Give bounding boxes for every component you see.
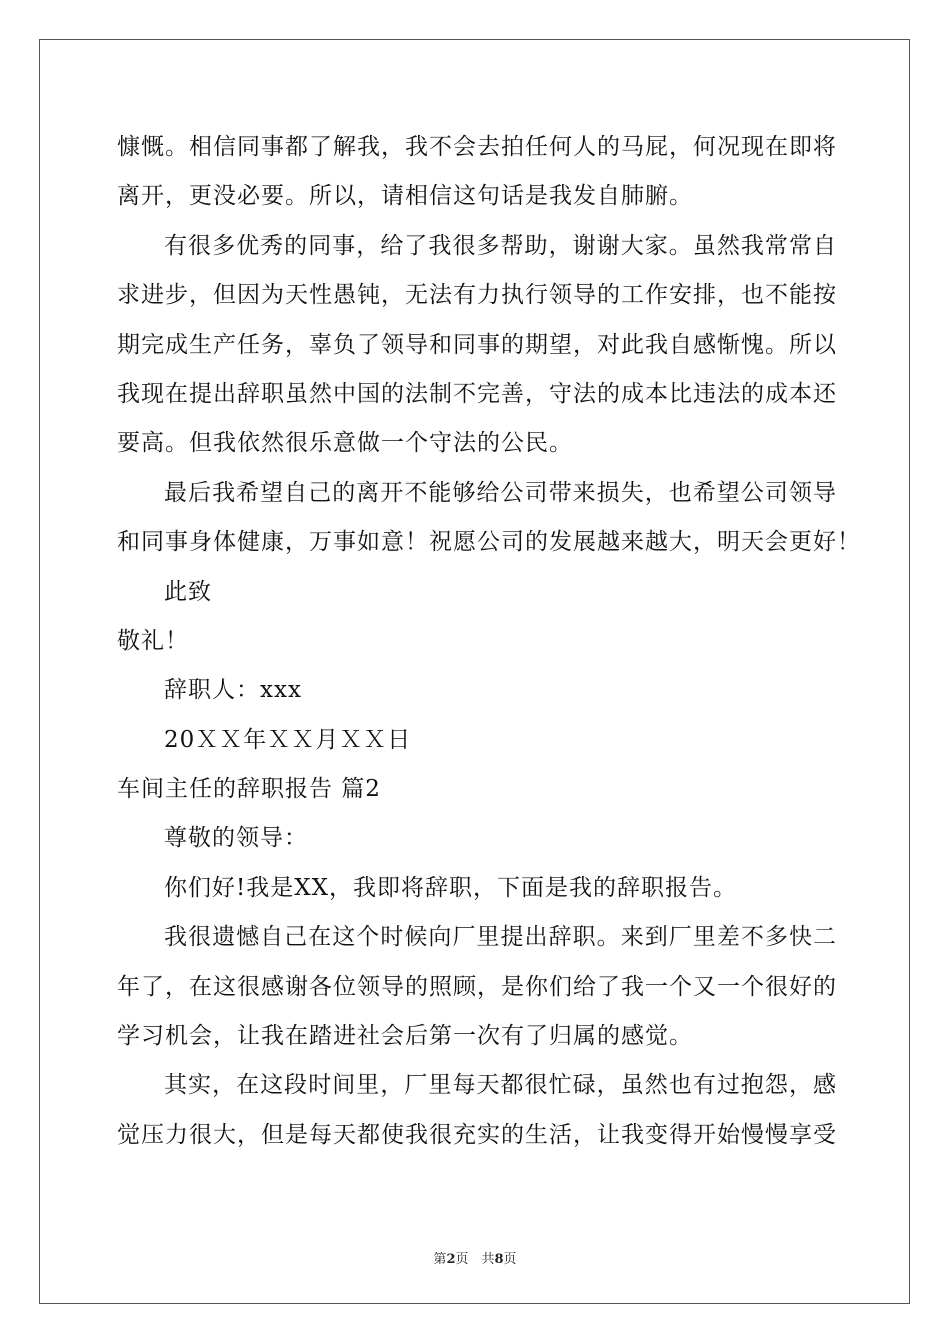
- closing-regards: 敬礼！: [117, 627, 189, 654]
- paragraph-line: 觉压力很大，但是每天都使我很充实的生活，让我变得开始慢慢享受: [117, 1121, 837, 1148]
- signature-line: 辞职人：xxx: [164, 677, 302, 704]
- paragraph-line: 离开，更没必要。所以，请相信这句话是我发自肺腑。: [117, 183, 693, 210]
- paragraph-line: 其实，在这段时间里，厂里每天都很忙碌，虽然也有过抱怨，感: [164, 1072, 837, 1099]
- page-footer: [0, 1248, 950, 1267]
- footer-total-pages: 8: [494, 1252, 504, 1267]
- footer-page-mid: 页 共: [455, 1252, 495, 1267]
- paragraph-line: 你们好!我是XX，我即将辞职，下面是我的辞职报告。: [164, 874, 737, 901]
- date-line: 20ＸＸ年ＸＸ月ＸＸ日: [164, 726, 412, 753]
- paragraph-line: 慷慨。相信同事都了解我，我不会去拍任何人的马屁，何况现在即将: [117, 134, 837, 160]
- paragraph-line: 我现在提出辞职虽然中国的法制不完善，守法的成本比违法的成本还: [117, 380, 837, 407]
- footer-page-prefix: 第: [433, 1252, 447, 1267]
- footer-page-suffix: 页: [503, 1252, 517, 1267]
- footer-page-number: 2: [446, 1252, 456, 1267]
- paragraph-line: 我很遗憾自己在这个时候向厂里提出辞职。来到厂里差不多快二: [164, 924, 837, 951]
- paragraph-line: 最后我希望自己的离开不能够给公司带来损失，也希望公司领导: [164, 479, 837, 506]
- paragraph-line: 年了，在这很感谢各位领导的照顾，是你们给了我一个又一个很好的: [117, 973, 837, 1000]
- paragraph-line: 求进步，但因为天性愚钝，无法有力执行领导的工作安排，也不能按: [117, 282, 837, 309]
- greeting-line: 尊敬的领导：: [164, 825, 308, 852]
- paragraph-line: 要高。但我依然很乐意做一个守法的公民。: [117, 430, 573, 457]
- paragraph-line: 和同事身体健康，万事如意！祝愿公司的发展越来越大，明天会更好！: [117, 529, 861, 556]
- document-body: [117, 123, 861, 1160]
- paragraph-line: 有很多优秀的同事，给了我很多帮助，谢谢大家。虽然我常常自: [164, 232, 837, 259]
- section-heading: 车间主任的辞职报告 篇2: [117, 776, 381, 803]
- paragraph-line: 学习机会，让我在踏进社会后第一次有了归属的感觉。: [117, 1023, 693, 1050]
- paragraph-line: 期完成生产任务，辜负了领导和同事的期望，对此我自感惭愧。所以: [117, 331, 837, 358]
- closing-salutation: 此致: [164, 578, 212, 605]
